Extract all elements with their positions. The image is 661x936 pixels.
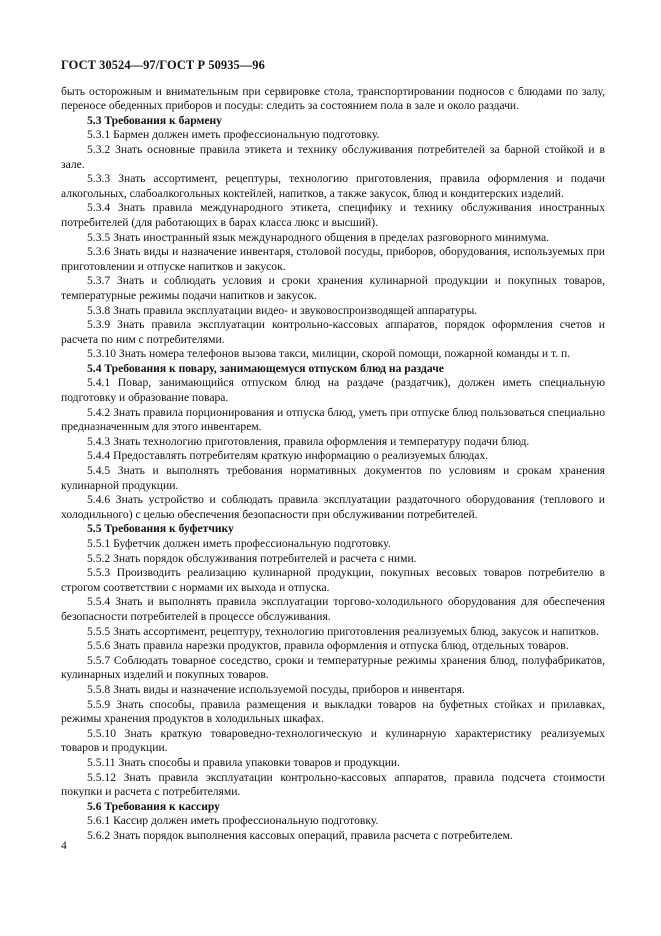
paragraph: 5.3.7 Знать и соблюдать условия и сроки хранения кулинарной продукции и покупных товаров, температурные режимы подачи напитков и закусок. bbox=[61, 274, 605, 302]
paragraph: 5.4.3 Знать технологию приготовления, правила оформления и температуру подачи блюд. bbox=[87, 434, 530, 448]
paragraph: 5.3.10 Знать номера телефонов вызова такси, милиции, скорой помощи, пожарной команды и т. п. bbox=[87, 347, 571, 361]
page-number: 4 bbox=[61, 839, 67, 852]
paragraph: 5.5.5 Знать ассортимент, рецептуру, технологию приготовления реализуемых блюд, закусок и напитков. bbox=[87, 624, 599, 638]
paragraph: 5.4.1 Повар, занимающийся отпуском блюд на раздаче (раздатчик), должен иметь специальную подготовку и образование повара. bbox=[61, 376, 605, 405]
paragraph: 5.3.3 Знать ассортимент, рецептуры, технологию приготовления, правила оформления и подачи алкогольных, слабоалкогольных коктейлей, напитков, а также закусок, блюд и кондитерских изделий. bbox=[61, 172, 605, 200]
paragraph: 5.6.2 Знать порядок выполнения кассовых операций, правила расчета с потребителем. bbox=[87, 828, 513, 842]
paragraph: 5.5.1 Буфетчик должен иметь профессиональную подготовку. bbox=[87, 537, 391, 550]
section-heading: 5.4 Требования к повару, занимающемуся отпуском блюд на раздаче bbox=[87, 361, 444, 375]
paragraph: 5.4.2 Знать правила порционирования и отпуска блюд, уметь при отпуске блюд пользоваться специально предназначенным для этого инвентарем. bbox=[61, 405, 605, 434]
paragraph: 5.5.10 Знать краткую товароведно-технологическую и кулинарную характеристику реализуемых товаров и продукции. bbox=[61, 726, 605, 755]
paragraph: 5.3.9 Знать правила эксплуатации контрольно-кассовых аппаратов, порядок оформления счетов и расчета по ним с потребителями. bbox=[61, 318, 605, 346]
paragraph: 5.5.2 Знать порядок обслуживания потребителей и расчета с ними. bbox=[87, 551, 417, 565]
paragraph: 5.3.1 Бармен должен иметь профессиональную подготовку. bbox=[87, 128, 380, 142]
paragraph: 5.4.4 Предоставлять потребителям краткую информацию о реализуемых блюдах. bbox=[87, 449, 489, 463]
paragraph: 5.5.8 Знать виды и назначение используемой посуды, приборов и инвентаря. bbox=[87, 682, 465, 696]
paragraph: 5.4.6 Знать устройство и соблюдать правила эксплуатации раздаточного оборудования (теплового и холодильного) с целью обеспечения безопасности при обслуживании потребителей. bbox=[61, 493, 605, 521]
paragraph: 5.6.1 Кассир должен иметь профессиональную подготовку. bbox=[87, 814, 379, 828]
paragraph: 5.5.3 Производить реализацию кулинарной продукции, покупных весовых товаров потребителю в строгом соответствии с нормами их выхода и отпуска. bbox=[61, 566, 605, 594]
paragraph: 5.3.4 Знать правила международного этикета, специфику и технику обслуживания иностранных потребителей (для работающих в барах класса люкс и высший). bbox=[61, 201, 605, 229]
paragraph: 5.5.12 Знать правила эксплуатации контрольно-кассовых аппаратов, правила подсчета стоимости покупки и расчета с потребителями. bbox=[61, 770, 605, 799]
document-body bbox=[61, 85, 605, 844]
paragraph: 5.3.2 Знать основные правила этикета и технику обслуживания потребителей за барной стойкой и в зале. bbox=[61, 142, 605, 171]
paragraph: 5.5.7 Соблюдать товарное соседство, сроки и температурные режимы хранения блюд, полуфабрикатов, кулинарных изделий и покупных товаров. bbox=[61, 653, 605, 682]
document-header: ГОСТ 30524—97/ГОСТ Р 50935—96 bbox=[61, 58, 265, 72]
section-heading: 5.6 Требования к кассиру bbox=[87, 799, 220, 813]
paragraph: 5.5.11 Знать способы и правила упаковки товаров и продукции. bbox=[87, 755, 401, 769]
paragraph: 5.4.5 Знать и выполнять требования нормативных документов по условиям и срокам хранения кулинарной продукции. bbox=[61, 464, 605, 492]
paragraph: 5.3.5 Знать иностранный язык международного общения в пределах разговорного минимума. bbox=[87, 230, 549, 244]
paragraph: быть осторожным и внимательным при сервировке стола, транспортировании подносов с блюдами по залу, переносе обеденных приборов и посуды: следить за состоянием пола в зале и около раздачи. bbox=[61, 84, 605, 113]
paragraph: 5.3.6 Знать виды и назначение инвентаря, столовой посуды, приборов, оборудования, используемых при приготовлении и отпуске напитков и закусок. bbox=[61, 245, 605, 273]
paragraph: 5.3.8 Знать правила эксплуатации видео- и звуковоспроизводящей аппаратуры. bbox=[87, 303, 478, 317]
section-heading: 5.5 Требования к буфетчику bbox=[87, 522, 234, 536]
paragraph: 5.5.4 Знать и выполнять правила эксплуатации торгово-холодильного оборудования для обеспечения безопасности потребителей в процессе обслуживания. bbox=[61, 595, 605, 623]
paragraph: 5.5.6 Знать правила нарезки продуктов, правила оформления и отпуска блюд, отдельных товаров. bbox=[87, 639, 569, 653]
paragraph: 5.5.9 Знать способы, правила размещения и выкладки товаров на буфетных стойках и прилавках, режимы хранения продуктов в холодильных шкафах. bbox=[61, 697, 605, 726]
section-heading: 5.3 Требования к бармену bbox=[87, 113, 222, 127]
